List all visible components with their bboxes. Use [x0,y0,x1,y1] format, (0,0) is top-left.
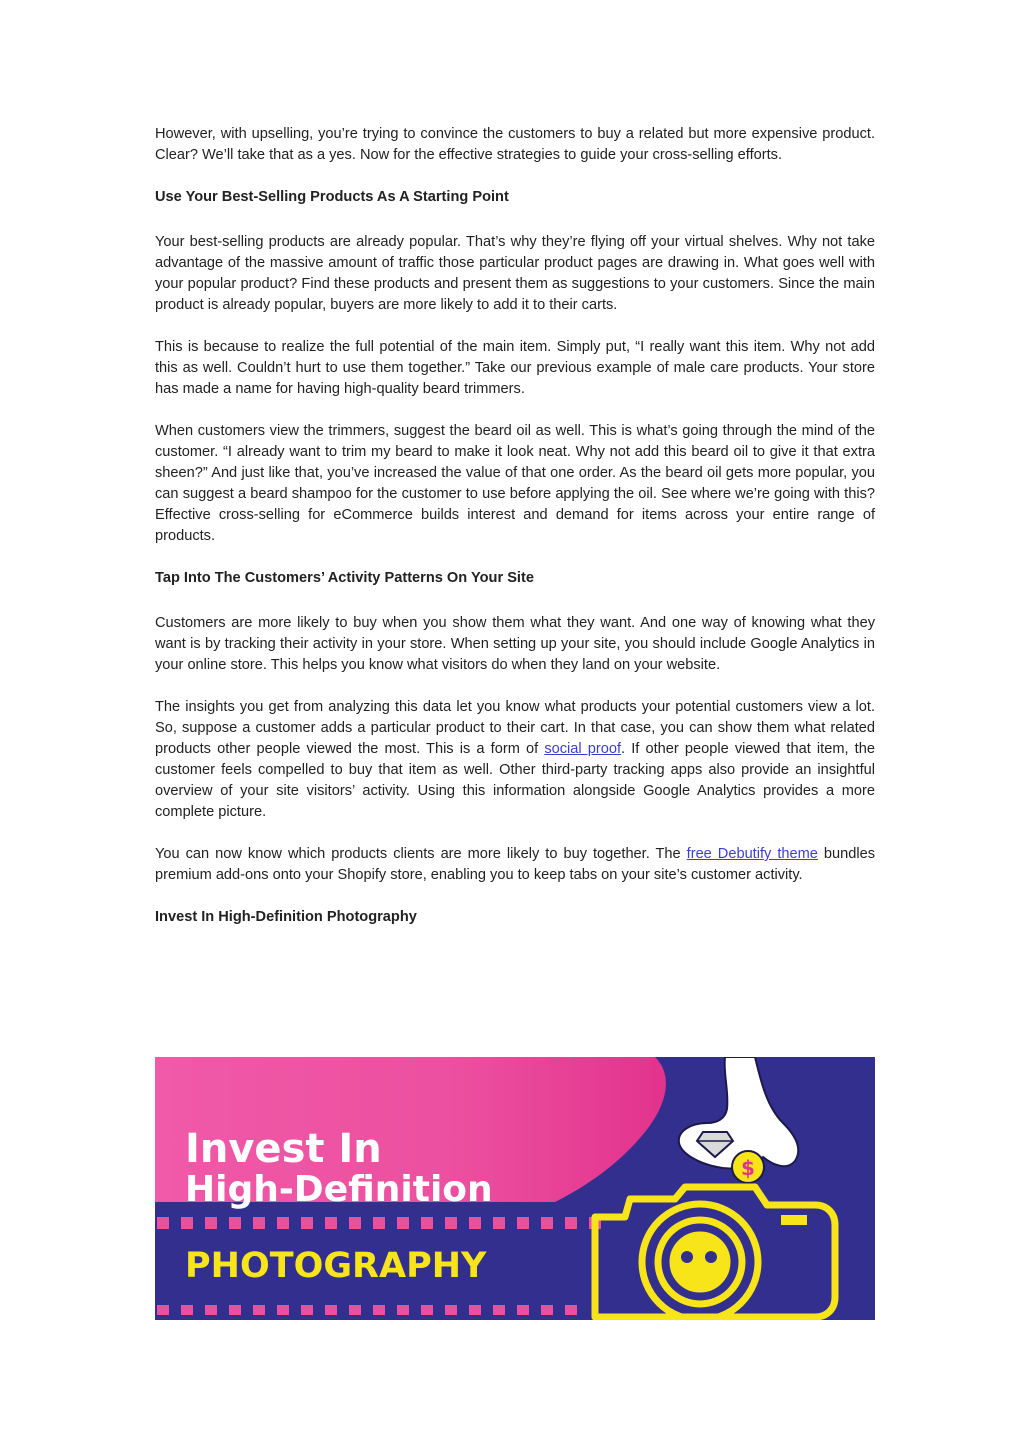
banner-line3: PHOTOGRAPHY [185,1246,487,1286]
photography-banner [155,1057,875,1320]
coin-icon [732,1151,764,1183]
coin-symbol: $ [741,1156,755,1180]
debutify-theme-link[interactable]: free Debutify theme [686,846,818,862]
banner-graphic [155,1057,875,1320]
paragraph-debutify [155,844,875,886]
social-proof-link[interactable]: social proof [544,741,622,757]
heading-best-selling: Use Your Best-Selling Products As A Starting Point [155,189,509,205]
paragraph-analytics: Customers are more likely to buy when you show them what they want. And one way of knowing what they want is by tracking their activity in your store. When setting up your site, you should include Google Analytics in your online store. This helps you know what visitors do when they land on your website. [155,615,875,673]
paragraph-best-selling: Your best-selling products are already popular. That’s why they’re flying off your virtual shelves. Why not take advantage of the massive amount of traffic those particular product pages are drawing in. What goes well with your popular product? Find these products and present them as suggestions to your customers. Since the main product is already popular, buyers are more likely to add it to their carts. [155,234,875,313]
banner-line1: Invest In [185,1126,382,1172]
paragraph-main-item: This is because to realize the full potential of the main item. Simply put, “I really want this item. Why not add this as well. Couldn’t hurt to use them together.” Take our previous example of male care products. Your store has made a name for having high-quality beard trimmers. [155,339,875,397]
paragraph-trimmers: When customers view the trimmers, suggest the beard oil as well. This is what’s going through the mind of the customer. “I already want to trim my beard to make it look neat. Why not add this beard oil to give it that extra sheen?” And just like that, you’ve increased the value of that one order. As the beard oil gets more popular, you can suggest a beard shampoo for the customer to use before applying the oil. See where we’re going with this? Effective cross-selling for eCommerce builds interest and demand for items across your entire range of products. [155,423,875,544]
paragraph-insights [155,697,875,823]
insights-text-b: . If other people viewed that item, the customer feels compelled to buy that item as well. Other third-party tracking apps also provide an insightful overview of your site visitors’ activity. Using this information alongside Google Analytics provides a more complete picture. [155,741,875,820]
insights-text-a: The insights you get from analyzing this data let you know what products your potential customers view a lot. So, suppose a customer adds a particular product to their cart. In that case, you can show them what related products other people viewed the most. This is a form of [155,699,875,757]
banner-line2: High-Definition [185,1169,493,1210]
paragraph-upselling: However, with upselling, you’re trying to convince the customers to buy a related but more expensive product. Clear? We’ll take that as a yes. Now for the effective strategies to guide your cross-selling efforts. [155,126,875,163]
debutify-text-a: You can now know which products clients are more likely to buy together. The [155,846,687,862]
article-body [155,124,875,952]
heading-photography: Invest In High-Definition Photography [155,909,417,925]
debutify-text-b: bundles premium add-ons onto your Shopify store, enabling you to keep tabs on your site’s customer activity. [155,846,875,883]
heading-activity-patterns: Tap Into The Customers’ Activity Patterns On Your Site [155,570,534,586]
